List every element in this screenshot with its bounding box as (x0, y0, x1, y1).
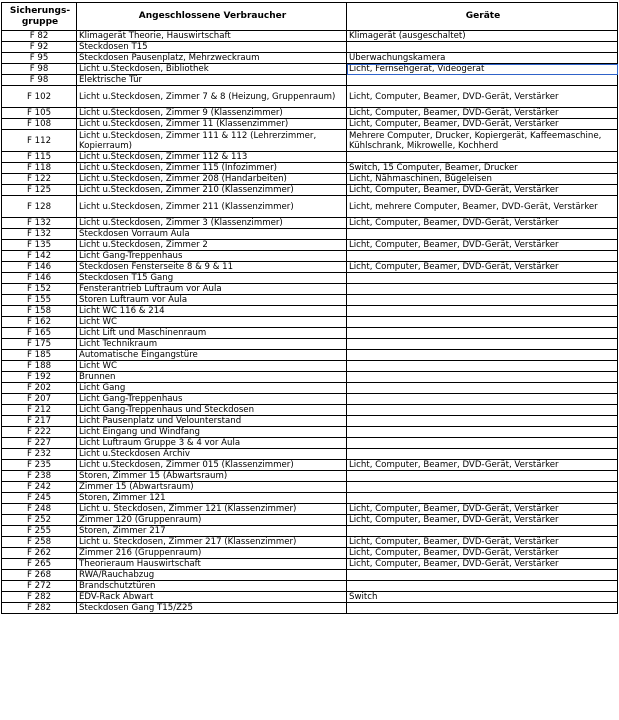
consumer-cell[interactable]: Licht u. Steckdosen, Zimmer 121 (Klassenzimmer) (77, 504, 347, 515)
devices-cell[interactable]: Mehrere Computer, Drucker, Kopiergerät, Kaffeemaschine, Kühlschrank, Mikrowelle, Kochherd (347, 130, 618, 152)
devices-cell[interactable] (347, 405, 618, 416)
consumer-cell[interactable]: RWA/Rauchabzug (77, 570, 347, 581)
fuse-cell[interactable]: F 146 (2, 273, 77, 284)
table-row (2, 119, 618, 130)
devices-cell[interactable] (347, 273, 618, 284)
header-devices[interactable]: Geräte (347, 3, 618, 31)
devices-cell[interactable]: Licht, Computer, Beamer, DVD-Gerät, Verstärker (347, 86, 618, 108)
devices-cell[interactable] (347, 427, 618, 438)
consumer-cell[interactable]: Licht u.Steckdosen Archiv (77, 449, 347, 460)
fuse-cell[interactable]: F 242 (2, 482, 77, 493)
fuse-cell[interactable]: F 142 (2, 251, 77, 262)
fuse-cell[interactable]: F 255 (2, 526, 77, 537)
fuse-cell[interactable]: F 185 (2, 350, 77, 361)
table-row (2, 86, 618, 108)
devices-cell[interactable] (347, 416, 618, 427)
consumer-cell[interactable]: Brunnen (77, 372, 347, 383)
devices-cell[interactable] (347, 603, 618, 614)
devices-cell[interactable] (347, 75, 618, 86)
devices-cell[interactable] (347, 229, 618, 240)
fuse-cell[interactable]: F 162 (2, 317, 77, 328)
header-consumers[interactable]: Angeschlossene Verbraucher (77, 3, 347, 31)
fuse-cell[interactable]: F 132 (2, 218, 77, 229)
table-row (2, 405, 618, 416)
devices-cell[interactable]: Licht, Computer, Beamer, DVD-Gerät, Verstärker (347, 119, 618, 130)
devices-cell[interactable]: Licht, Computer, Beamer, DVD-Gerät, Verstärker (347, 559, 618, 570)
consumer-cell[interactable]: Steckdosen T15 (77, 42, 347, 53)
table-row (2, 262, 618, 273)
spreadsheet (1, 2, 617, 614)
devices-cell[interactable] (347, 482, 618, 493)
consumer-cell[interactable]: Fensterantrieb Luftraum vor Aula (77, 284, 347, 295)
consumer-cell[interactable]: Brandschutztüren (77, 581, 347, 592)
table-row (2, 526, 618, 537)
devices-cell[interactable] (347, 471, 618, 482)
consumer-cell[interactable]: Licht Pausenplatz und Velounterstand (77, 416, 347, 427)
devices-cell[interactable] (347, 152, 618, 163)
devices-cell[interactable] (347, 361, 618, 372)
header-row (2, 3, 618, 31)
consumer-cell[interactable]: Licht Lift und Maschinenraum (77, 328, 347, 339)
consumer-cell[interactable]: Licht u.Steckdosen, Zimmer 210 (Klassenzimmer) (77, 185, 347, 196)
devices-cell[interactable] (347, 295, 618, 306)
consumer-cell[interactable]: Licht u.Steckdosen, Zimmer 015 (Klassenzimmer) (77, 460, 347, 471)
fuse-cell[interactable]: F 245 (2, 493, 77, 504)
devices-cell[interactable] (347, 306, 618, 317)
consumer-cell[interactable]: Licht u.Steckdosen, Zimmer 112 & 113 (77, 152, 347, 163)
devices-cell[interactable]: Licht, Computer, Beamer, DVD-Gerät, Verstärker (347, 515, 618, 526)
consumer-cell[interactable]: Licht WC (77, 361, 347, 372)
devices-cell[interactable] (347, 383, 618, 394)
fuse-cell[interactable]: F 265 (2, 559, 77, 570)
fuse-cell[interactable]: F 192 (2, 372, 77, 383)
table-row (2, 152, 618, 163)
devices-cell[interactable]: Licht, Computer, Beamer, DVD-Gerät, Verstärker (347, 504, 618, 515)
devices-cell[interactable]: Licht, mehrere Computer, Beamer, DVD-Gerät, Verstärker (347, 196, 618, 218)
table-row (2, 163, 618, 174)
fuse-cell[interactable]: F 282 (2, 603, 77, 614)
fuse-cell[interactable]: F 262 (2, 548, 77, 559)
devices-cell[interactable]: Licht, Computer, Beamer, DVD-Gerät, Verstärker (347, 218, 618, 229)
table-row (2, 350, 618, 361)
devices-cell[interactable] (347, 394, 618, 405)
devices-cell[interactable] (347, 438, 618, 449)
fuse-cell[interactable]: F 122 (2, 174, 77, 185)
fuse-cell[interactable]: F 102 (2, 86, 77, 108)
fuse-cell[interactable]: F 98 (2, 75, 77, 86)
fuse-cell[interactable]: F 92 (2, 42, 77, 53)
devices-cell[interactable] (347, 581, 618, 592)
fuse-cell[interactable]: F 258 (2, 537, 77, 548)
table-row (2, 416, 618, 427)
devices-cell[interactable] (347, 526, 618, 537)
fuse-cell[interactable]: F 95 (2, 53, 77, 64)
devices-cell[interactable]: Licht, Nähmaschinen, Bügeleisen (347, 174, 618, 185)
table-row (2, 328, 618, 339)
table-row (2, 130, 618, 152)
table-row (2, 537, 618, 548)
table-row (2, 515, 618, 526)
devices-cell[interactable]: Licht, Computer, Beamer, DVD-Gerät, Verstärker (347, 548, 618, 559)
fuse-cell[interactable]: F 212 (2, 405, 77, 416)
consumer-cell[interactable]: Storen, Zimmer 121 (77, 493, 347, 504)
consumer-cell[interactable]: Zimmer 120 (Gruppenraum) (77, 515, 347, 526)
consumer-cell[interactable]: Licht Gang-Treppenhaus (77, 394, 347, 405)
fuse-cell[interactable]: F 128 (2, 196, 77, 218)
fuse-cell[interactable]: F 108 (2, 119, 77, 130)
devices-cell[interactable] (347, 493, 618, 504)
consumer-cell[interactable]: Licht u.Steckdosen, Zimmer 115 (Infozimmer) (77, 163, 347, 174)
table-row (2, 372, 618, 383)
fuse-cell[interactable]: F 282 (2, 592, 77, 603)
table-row (2, 273, 618, 284)
fuse-cell[interactable]: F 135 (2, 240, 77, 251)
consumer-cell[interactable]: Licht Gang (77, 383, 347, 394)
table-row (2, 218, 618, 229)
table-row (2, 42, 618, 53)
table-row (2, 592, 618, 603)
devices-cell[interactable]: Licht, Computer, Beamer, DVD-Gerät, Verstärker (347, 460, 618, 471)
table-row (2, 196, 618, 218)
table-row (2, 240, 618, 251)
consumer-cell[interactable]: Elektrische Tür (77, 75, 347, 86)
consumer-cell[interactable]: Licht u.Steckdosen, Zimmer 9 (Klassenzimmer) (77, 108, 347, 119)
table-row (2, 394, 618, 405)
consumer-cell[interactable]: Steckdosen Pausenplatz, Mehrzweckraum (77, 53, 347, 64)
devices-cell[interactable] (347, 350, 618, 361)
fuse-cell[interactable]: F 232 (2, 449, 77, 460)
consumer-cell[interactable]: Licht u.Steckdosen, Zimmer 211 (Klassenzimmer) (77, 196, 347, 218)
fuse-cell[interactable]: F 105 (2, 108, 77, 119)
fuse-cell[interactable]: F 146 (2, 262, 77, 273)
devices-cell[interactable]: Überwachungskamera (347, 53, 618, 64)
fuse-cell[interactable]: F 175 (2, 339, 77, 350)
table-row (2, 339, 618, 350)
fuse-cell[interactable]: F 155 (2, 295, 77, 306)
consumer-cell[interactable]: Licht u.Steckdosen, Zimmer 7 & 8 (Heizung, Gruppenraum) (77, 86, 347, 108)
consumer-cell[interactable]: Licht Technikraum (77, 339, 347, 350)
table-row (2, 317, 618, 328)
fuse-cell[interactable]: F 152 (2, 284, 77, 295)
fuse-cell[interactable]: F 252 (2, 515, 77, 526)
table-row (2, 383, 618, 394)
fuse-cell[interactable]: F 118 (2, 163, 77, 174)
consumer-cell[interactable]: Steckdosen Vorraum Aula (77, 229, 347, 240)
devices-cell[interactable] (347, 372, 618, 383)
devices-cell[interactable]: Licht, Computer, Beamer, DVD-Gerät, Verstärker (347, 240, 618, 251)
table-row (2, 493, 618, 504)
fuse-cell[interactable]: F 238 (2, 471, 77, 482)
consumer-cell[interactable]: Licht u.Steckdosen, Zimmer 111 & 112 (Lehrerzimmer, Kopierraum) (77, 130, 347, 152)
consumer-cell[interactable]: Licht u.Steckdosen, Zimmer 2 (77, 240, 347, 251)
consumer-cell[interactable]: Storen Luftraum vor Aula (77, 295, 347, 306)
table-row (2, 361, 618, 372)
fuse-cell[interactable]: F 165 (2, 328, 77, 339)
consumer-cell[interactable]: EDV-Rack Abwart (77, 592, 347, 603)
table-row (2, 306, 618, 317)
fuse-cell[interactable]: F 248 (2, 504, 77, 515)
consumer-cell[interactable]: Licht u.Steckdosen, Zimmer 3 (Klassenzimmer) (77, 218, 347, 229)
fuse-cell[interactable]: F 222 (2, 427, 77, 438)
consumer-cell[interactable]: Steckdosen T15 Gang (77, 273, 347, 284)
devices-cell[interactable] (347, 449, 618, 460)
consumer-cell[interactable]: Storen, Zimmer 217 (77, 526, 347, 537)
devices-cell[interactable] (347, 284, 618, 295)
fuse-cell[interactable]: F 207 (2, 394, 77, 405)
table-row (2, 471, 618, 482)
fuse-cell[interactable]: F 125 (2, 185, 77, 196)
table-row (2, 548, 618, 559)
fuse-cell[interactable]: F 272 (2, 581, 77, 592)
table-row (2, 504, 618, 515)
fuse-cell[interactable]: F 98 (2, 64, 77, 75)
table-row (2, 53, 618, 64)
consumer-cell[interactable]: Licht u.Steckdosen, Bibliothek (77, 64, 347, 75)
consumer-cell[interactable]: Automatische Eingangstüre (77, 350, 347, 361)
devices-cell[interactable]: Licht, Computer, Beamer, DVD-Gerät, Verstärker (347, 262, 618, 273)
consumer-cell[interactable]: Licht Gang-Treppenhaus (77, 251, 347, 262)
devices-cell[interactable]: Switch (347, 592, 618, 603)
consumer-cell[interactable]: Licht u. Steckdosen, Zimmer 217 (Klassenzimmer) (77, 537, 347, 548)
devices-cell[interactable] (347, 328, 618, 339)
fuse-cell[interactable]: F 268 (2, 570, 77, 581)
consumer-cell[interactable]: Theorieraum Hauswirtschaft (77, 559, 347, 570)
consumer-cell[interactable]: Licht Luftraum Gruppe 3 & 4 vor Aula (77, 438, 347, 449)
table-row (2, 581, 618, 592)
devices-cell[interactable]: Klimagerät (ausgeschaltet) (347, 31, 618, 42)
consumer-cell[interactable]: Klimagerät Theorie, Hauswirtschaft (77, 31, 347, 42)
consumer-cell[interactable]: Licht Eingang und Windfang (77, 427, 347, 438)
table-row (2, 229, 618, 240)
table-row (2, 427, 618, 438)
table-row (2, 31, 618, 42)
devices-cell[interactable] (347, 339, 618, 350)
table-row (2, 64, 618, 75)
fuse-table (1, 2, 618, 614)
devices-cell[interactable]: Licht, Computer, Beamer, DVD-Gerät, Verstärker (347, 537, 618, 548)
fuse-cell[interactable]: F 217 (2, 416, 77, 427)
table-row (2, 559, 618, 570)
consumer-cell[interactable]: Licht WC (77, 317, 347, 328)
table-row (2, 75, 618, 86)
consumer-cell[interactable]: Licht Gang-Treppenhaus und Steckdosen (77, 405, 347, 416)
consumer-cell[interactable]: Storen, Zimmer 15 (Abwartsraum) (77, 471, 347, 482)
table-row (2, 251, 618, 262)
devices-cell[interactable] (347, 42, 618, 53)
table-row (2, 449, 618, 460)
table-row (2, 570, 618, 581)
fuse-cell[interactable]: F 188 (2, 361, 77, 372)
fuse-cell[interactable]: F 112 (2, 130, 77, 152)
consumer-cell[interactable]: Steckdosen Gang T15/Z25 (77, 603, 347, 614)
table-row (2, 482, 618, 493)
fuse-cell[interactable]: F 82 (2, 31, 77, 42)
devices-cell[interactable]: Switch, 15 Computer, Beamer, Drucker (347, 163, 618, 174)
fuse-cell[interactable]: F 227 (2, 438, 77, 449)
consumer-cell[interactable]: Licht WC 116 & 214 (77, 306, 347, 317)
table-row (2, 284, 618, 295)
table-row (2, 460, 618, 471)
fuse-cell[interactable]: F 235 (2, 460, 77, 471)
table-row (2, 603, 618, 614)
consumer-cell[interactable]: Steckdosen Fensterseite 8 & 9 & 11 (77, 262, 347, 273)
devices-cell[interactable] (347, 251, 618, 262)
table-row (2, 295, 618, 306)
consumer-cell[interactable]: Zimmer 15 (Abwartsraum) (77, 482, 347, 493)
table-row (2, 174, 618, 185)
header-fuse-group[interactable]: Sicherungs-gruppe (2, 3, 77, 31)
consumer-cell[interactable]: Zimmer 216 (Gruppenraum) (77, 548, 347, 559)
devices-cell[interactable]: Licht, Fernsehgerät, Videogerät (347, 64, 618, 75)
devices-cell[interactable]: Licht, Computer, Beamer, DVD-Gerät, Verstärker (347, 108, 618, 119)
devices-cell[interactable]: Licht, Computer, Beamer, DVD-Gerät, Verstärker (347, 185, 618, 196)
table-row (2, 185, 618, 196)
consumer-cell[interactable]: Licht u.Steckdosen, Zimmer 11 (Klassenzimmer) (77, 119, 347, 130)
consumer-cell[interactable]: Licht u.Steckdosen, Zimmer 208 (Handarbeiten) (77, 174, 347, 185)
fuse-cell[interactable]: F 202 (2, 383, 77, 394)
fuse-cell[interactable]: F 158 (2, 306, 77, 317)
devices-cell[interactable] (347, 570, 618, 581)
table-row (2, 108, 618, 119)
table-row (2, 438, 618, 449)
fuse-cell[interactable]: F 132 (2, 229, 77, 240)
devices-cell[interactable] (347, 317, 618, 328)
fuse-cell[interactable]: F 115 (2, 152, 77, 163)
